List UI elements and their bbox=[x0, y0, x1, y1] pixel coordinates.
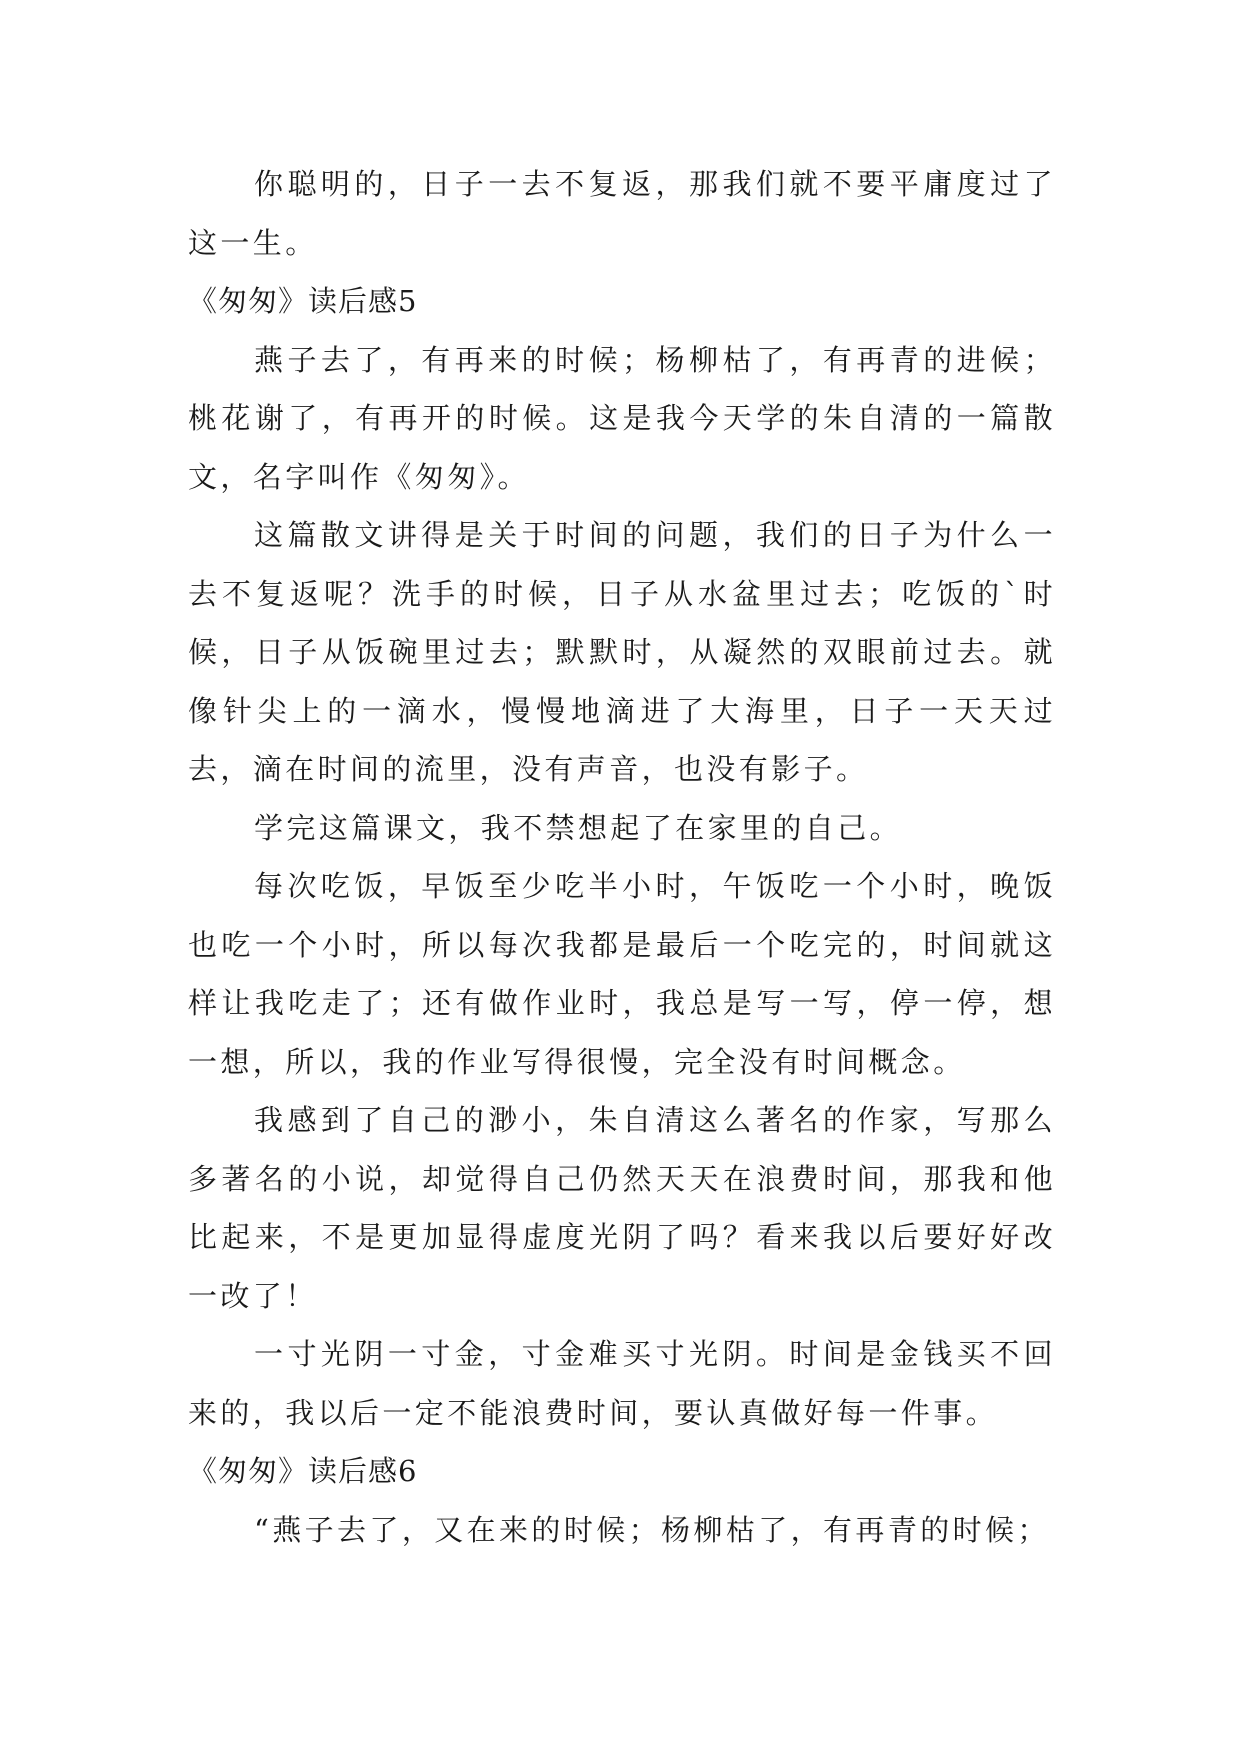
body-paragraph: 学完这篇课文，我不禁想起了在家里的自己。 bbox=[254, 810, 903, 845]
body-paragraph: 每次吃饭，早饭至少吃半小时，午饭吃一个小时，晚饭也吃一个小时，所以每次我都是最后一个吃完的，时间就这样让我吃走了；还有做作业时，我总是写一写，停一停，想一想，所以，我的作业写得很慢，完全没有时间概念。 bbox=[188, 869, 1056, 1079]
body-paragraph: “燕子去了，又在来的时候；杨柳枯了，有再青的时候； bbox=[254, 1512, 1050, 1547]
body-paragraph: 你聪明的，日子一去不复返，那我们就不要平庸度过了这一生。 bbox=[188, 167, 1056, 260]
section-heading: 《匆匆》读后感5 bbox=[188, 284, 418, 318]
section-heading: 《匆匆》读后感6 bbox=[188, 1454, 418, 1488]
body-paragraph: 一寸光阴一寸金，寸金难买寸光阴。时间是金钱买不回来的，我以后一定不能浪费时间，要认真做好每一件事。 bbox=[188, 1337, 1056, 1430]
body-paragraph: 燕子去了，有再来的时候；杨柳枯了，有再青的进候；桃花谢了，有再开的时候。这是我今天学的朱自清的一篇散文，名字叫作《匆匆》。 bbox=[188, 342, 1056, 494]
body-paragraph: 我感到了自己的渺小，朱自清这么著名的作家，写那么多著名的小说，却觉得自己仍然天天在浪费时间，那我和他比起来，不是更加显得虚度光阴了吗？看来我以后要好好改一改了！ bbox=[188, 1103, 1056, 1313]
document-page bbox=[188, 155, 1056, 1559]
body-paragraph: 这篇散文讲得是关于时间的问题，我们的日子为什么一去不复返呢？洗手的时候，日子从水盆里过去；吃饭的`时候，日子从饭碗里过去；默默时，从凝然的双眼前过去。就像针尖上的一滴水，慢慢地滴进了大海里，日子一天天过去，滴在时间的流里，没有声音，也没有影子。 bbox=[188, 518, 1056, 786]
